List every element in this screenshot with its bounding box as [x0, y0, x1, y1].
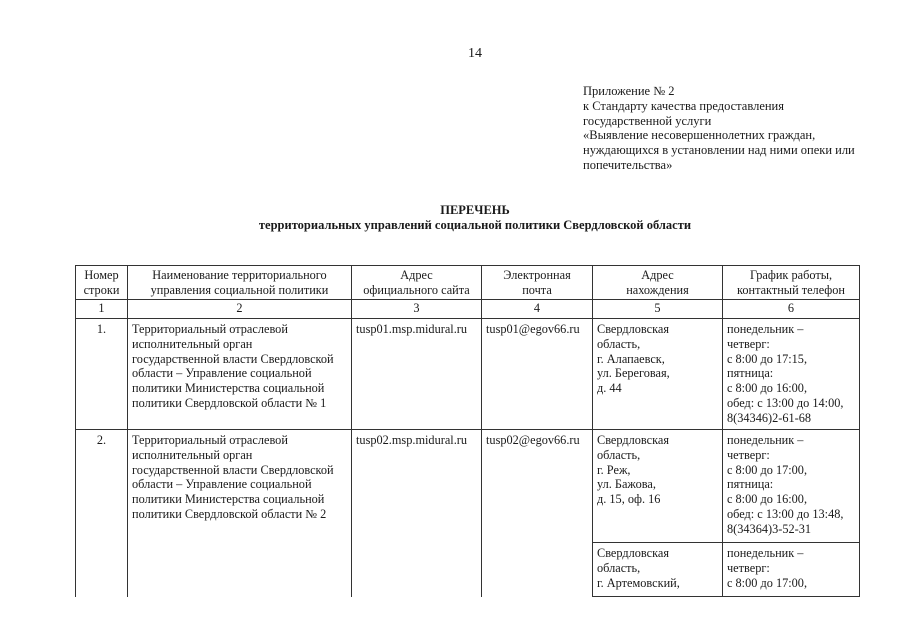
column-number: 2 [128, 300, 352, 319]
appendix-line: попечительства» [583, 157, 673, 172]
heading-title: ПЕРЕЧЕНЬ [440, 203, 510, 217]
heading-subtitle: территориальных управлений социальной политики Свердловской области [258, 218, 692, 232]
email-address: tusp02@egov66.ru [482, 430, 593, 597]
row-number: 2. [76, 430, 128, 597]
location-address: Свердловская область, г. Алапаевск, ул. Береговая, д. 44 [593, 319, 723, 430]
departments-table [75, 265, 860, 597]
header-cell-number: Номер строки [76, 266, 128, 300]
header-cell-site: Адрес официального сайта [352, 266, 482, 300]
table-row [76, 430, 860, 543]
appendix-note [583, 84, 883, 173]
appendix-line: «Выявление несовершеннолетних граждан, [583, 128, 816, 143]
header-cell-schedule: График работы, контактный телефон [723, 266, 860, 300]
column-number-row [76, 300, 860, 319]
header-cell-address: Адрес нахождения [593, 266, 723, 300]
row-number: 1. [76, 319, 128, 430]
work-schedule: понедельник – четверг: с 8:00 до 17:00, [723, 543, 860, 597]
work-schedule: понедельник – четверг: с 8:00 до 17:00, пятница: с 8:00 до 16:00, обед: с 13:00 до 13:48, 8(34364)3-52-31 [723, 430, 860, 543]
column-number: 3 [352, 300, 482, 319]
location-address: Свердловская область, г. Реж, ул. Бажова, д. 15, оф. 16 [593, 430, 723, 543]
email-address: tusp01@egov66.ru [482, 319, 593, 430]
work-schedule: понедельник – четверг: с 8:00 до 17:15, пятница: с 8:00 до 16:00, обед: с 13:00 до 14:00, 8(34346)2-61-68 [723, 319, 860, 430]
appendix-line: государственной услуги [583, 113, 712, 128]
header-cell-email: Электронная почта [482, 266, 593, 300]
appendix-line: к Стандарту качества предоставления [583, 98, 784, 113]
table-row [76, 319, 860, 430]
appendix-line: нуждающихся в установлении над ними опеки или [583, 143, 855, 158]
page-number: 14 [468, 46, 482, 61]
document-heading [0, 203, 905, 233]
official-site: tusp02.msp.midural.ru [352, 430, 482, 597]
department-name: Территориальный отраслевой исполнительный орган государственной власти Свердловской области – Управление социальной политики Министерства социальной политики Свердловской области № 2 [128, 430, 352, 597]
column-number: 5 [593, 300, 723, 319]
column-number: 4 [482, 300, 593, 319]
official-site: tusp01.msp.midural.ru [352, 319, 482, 430]
column-number: 1 [76, 300, 128, 319]
column-number: 6 [723, 300, 860, 319]
location-address: Свердловская область, г. Артемовский, [593, 543, 723, 597]
department-name: Территориальный отраслевой исполнительный орган государственной власти Свердловской области – Управление социальной политики Министерства социальной политики Свердловской области № 1 [128, 319, 352, 430]
appendix-line: Приложение № 2 [583, 84, 675, 98]
table-header-row [76, 266, 860, 300]
header-cell-name: Наименование территориального управления социальной политики [128, 266, 352, 300]
